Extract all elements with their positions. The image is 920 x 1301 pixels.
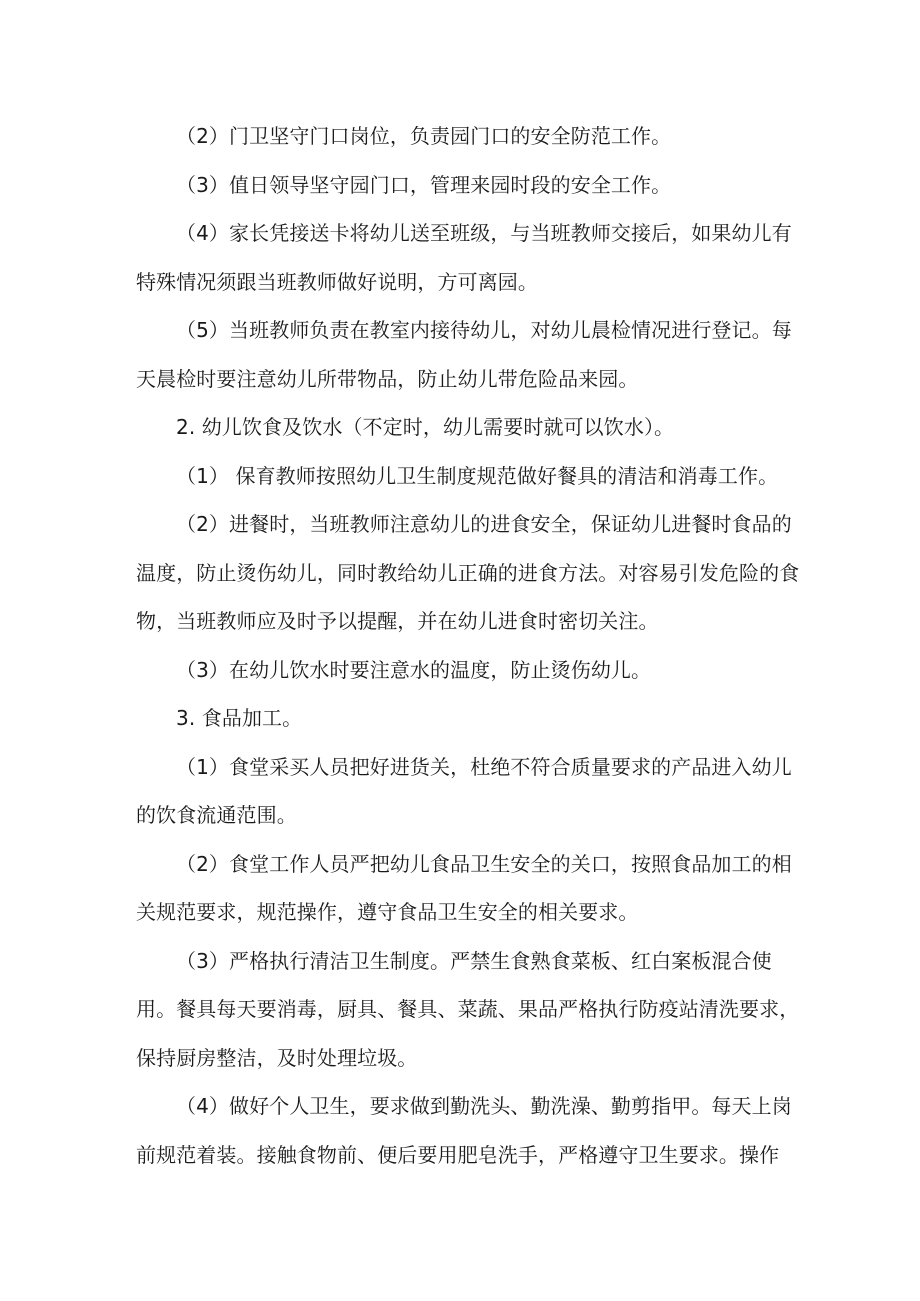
- section-heading-food-processing: 3. 食品加工。: [176, 706, 303, 730]
- paragraph-hygiene-system: （3）严格执行清洁卫生制度。严禁生食熟食菜板、红白案板混合使用。餐具每天要消毒，厨具、餐具、菜蔬、果品严格执行防疫站清洗要求，保持厨房整洁，及时处理垃圾。: [136, 948, 800, 1070]
- paragraph-gate-guard: （2）门卫坚守门口岗位，负责园门口的安全防范工作。: [176, 124, 672, 148]
- paragraph-meal-safety: （2）进餐时，当班教师注意幼儿的进食安全，保证幼儿进餐时食品的温度，防止烫伤幼儿，同时教给幼儿正确的进食方法。对容易引发危险的食物，当班教师应及时予以提醒，并在幼儿进食时密切关注。: [136, 512, 800, 633]
- paragraph-purchasing: （1）食堂采买人员把好进货关，杜绝不符合质量要求的产品进入幼儿的饮食流通范围。: [136, 754, 792, 827]
- document-page: [136, 112, 801, 1179]
- paragraph-duty-leader: （3）值日领导坚守园门口，管理来园时段的安全工作。: [176, 172, 672, 197]
- paragraph-tableware: （1） 保育教师按照幼儿卫生制度规范做好餐具的清洁和消毒工作。: [176, 463, 779, 488]
- paragraph-personal-hygiene: （4）做好个人卫生，要求做到勤洗头、勤洗澡、勤剪指甲。每天上岗前规范着装。接触食物前、便后要用肥皂洗手，严格遵守卫生要求。操作: [136, 1094, 792, 1167]
- paragraph-water-temperature: （3）在幼儿饮水时要注意水的温度，防止烫伤幼儿。: [176, 657, 652, 682]
- paragraph-morning-check: （5）当班教师负责在教室内接待幼儿，对幼儿晨检情况进行登记。每天晨检时要注意幼儿所带物品，防止幼儿带危险品来园。: [136, 318, 792, 391]
- section-heading-diet: 2. 幼儿饮食及饮水（不定时，幼儿需要时就可以饮水）。: [176, 415, 675, 439]
- paragraph-parent-dropoff: （4）家长凭接送卡将幼儿送至班级，与当班教师交接后，如果幼儿有特殊情况须跟当班教师做好说明，方可离园。: [136, 221, 792, 294]
- paragraph-canteen-staff: （2）食堂工作人员严把幼儿食品卫生安全的关口，按照食品加工的相关规范要求，规范操作，遵守食品卫生安全的相关要求。: [136, 851, 792, 924]
